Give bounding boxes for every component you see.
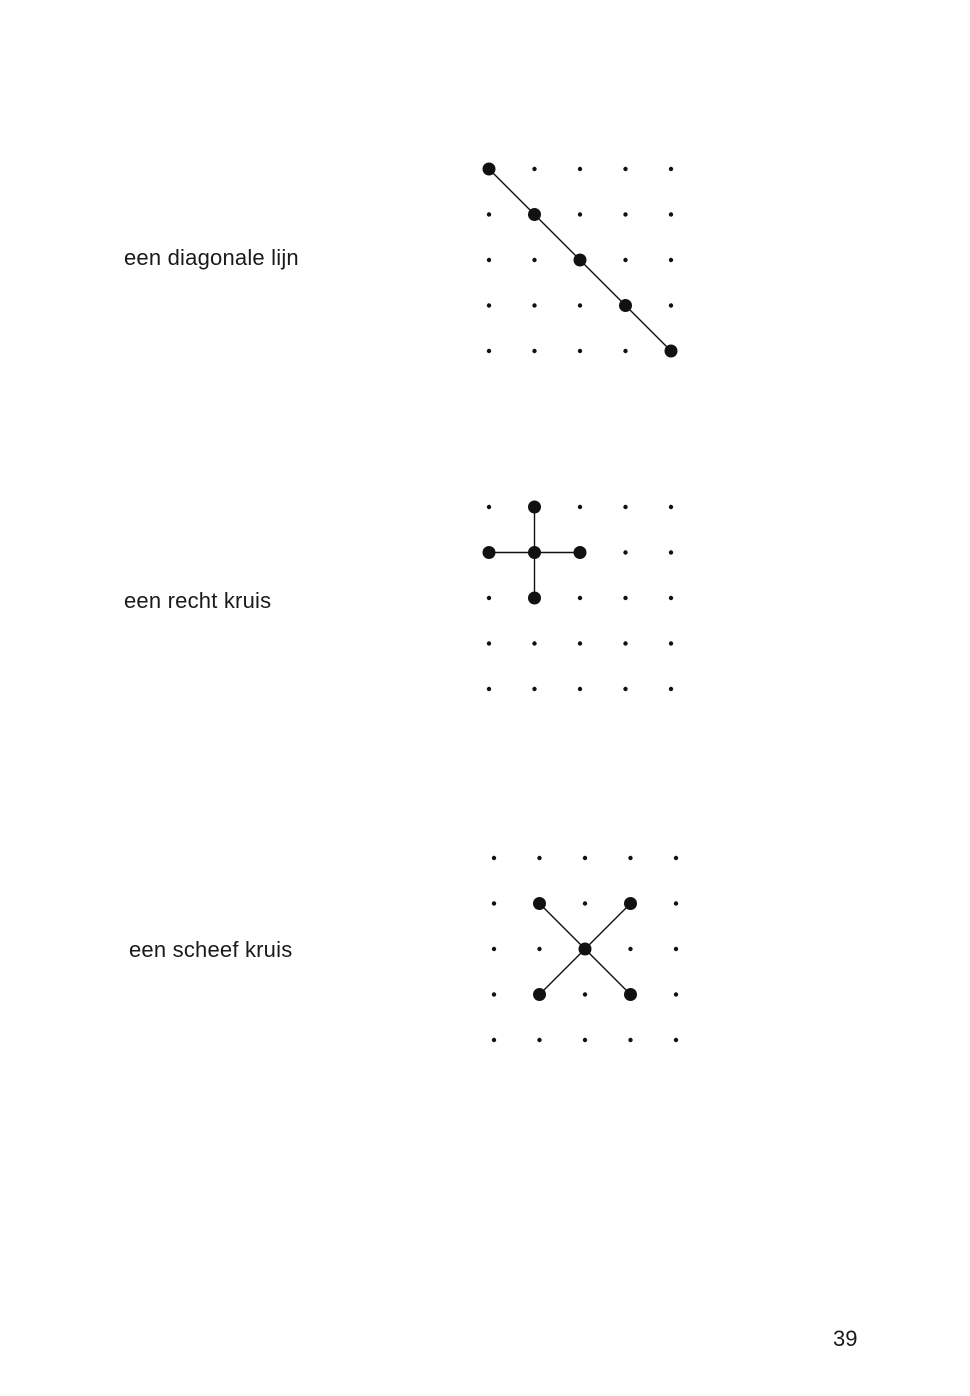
grid-dot — [623, 641, 627, 645]
grid-dot — [537, 1038, 541, 1042]
label-diagonal-line: een diagonale lijn — [124, 245, 299, 270]
marked-dot — [483, 163, 496, 176]
grid-dot — [669, 641, 673, 645]
grid-dot — [669, 505, 673, 509]
marked-dot — [574, 254, 587, 267]
grid-dot — [492, 992, 496, 996]
grid-dot — [669, 687, 673, 691]
grid-dot — [669, 212, 673, 216]
grid-dot — [578, 303, 582, 307]
grid-dot — [492, 947, 496, 951]
marked-dot — [624, 988, 637, 1001]
marked-dot — [574, 546, 587, 559]
grid-dot — [532, 303, 536, 307]
grid-dot — [537, 947, 541, 951]
marked-dot — [528, 546, 541, 559]
grid-dot — [669, 550, 673, 554]
grid-dot — [532, 687, 536, 691]
grid-dot — [578, 167, 582, 171]
marked-dot — [619, 299, 632, 312]
grid-dot — [487, 258, 491, 262]
grid-dot — [492, 901, 496, 905]
grid-dot — [578, 349, 582, 353]
grid-dot — [628, 947, 632, 951]
grid-dot — [487, 687, 491, 691]
marked-dot — [483, 546, 496, 559]
label-straight-cross: een recht kruis — [124, 588, 272, 613]
grid-dot — [674, 901, 678, 905]
grid-dot — [578, 641, 582, 645]
grid-dot — [578, 687, 582, 691]
grid-dot — [623, 596, 627, 600]
grid-dot — [583, 901, 587, 905]
marked-dot — [579, 943, 592, 956]
grid-dot — [492, 1038, 496, 1042]
grid-dot — [487, 349, 491, 353]
grid-dot — [532, 258, 536, 262]
marked-dot — [528, 501, 541, 514]
dot-grid-oblique-cross — [475, 839, 695, 1059]
grid-dot — [532, 167, 536, 171]
grid-dot — [623, 167, 627, 171]
grid-dot — [669, 596, 673, 600]
grid-dot — [532, 641, 536, 645]
marked-dot — [533, 897, 546, 910]
grid-dot — [487, 596, 491, 600]
grid-dot — [674, 992, 678, 996]
grid-dot — [578, 505, 582, 509]
grid-dot — [623, 505, 627, 509]
grid-dot — [492, 856, 496, 860]
dot-grid-diagonal-line — [470, 150, 690, 370]
grid-dot — [487, 212, 491, 216]
grid-dot — [674, 947, 678, 951]
grid-dot — [583, 1038, 587, 1042]
grid-dot — [623, 258, 627, 262]
grid-dot — [628, 856, 632, 860]
grid-dot — [674, 856, 678, 860]
marked-dot — [528, 592, 541, 605]
grid-dot — [669, 303, 673, 307]
marked-dot — [665, 345, 678, 358]
grid-dot — [628, 1038, 632, 1042]
grid-dot — [578, 212, 582, 216]
grid-dot — [532, 349, 536, 353]
page-number: 39 — [833, 1326, 858, 1351]
grid-dot — [674, 1038, 678, 1042]
label-oblique-cross: een scheef kruis — [129, 937, 293, 962]
grid-dot — [487, 505, 491, 509]
grid-dot — [578, 596, 582, 600]
grid-dot — [669, 258, 673, 262]
marked-dot — [528, 208, 541, 221]
grid-dot — [623, 349, 627, 353]
grid-dot — [487, 303, 491, 307]
grid-dot — [583, 856, 587, 860]
grid-dot — [669, 167, 673, 171]
marked-dot — [624, 897, 637, 910]
grid-dot — [623, 687, 627, 691]
grid-dot — [487, 641, 491, 645]
grid-dot — [623, 550, 627, 554]
marked-dot — [533, 988, 546, 1001]
grid-dot — [583, 992, 587, 996]
dot-grid-straight-cross — [470, 488, 690, 708]
grid-dot — [623, 212, 627, 216]
grid-dot — [537, 856, 541, 860]
